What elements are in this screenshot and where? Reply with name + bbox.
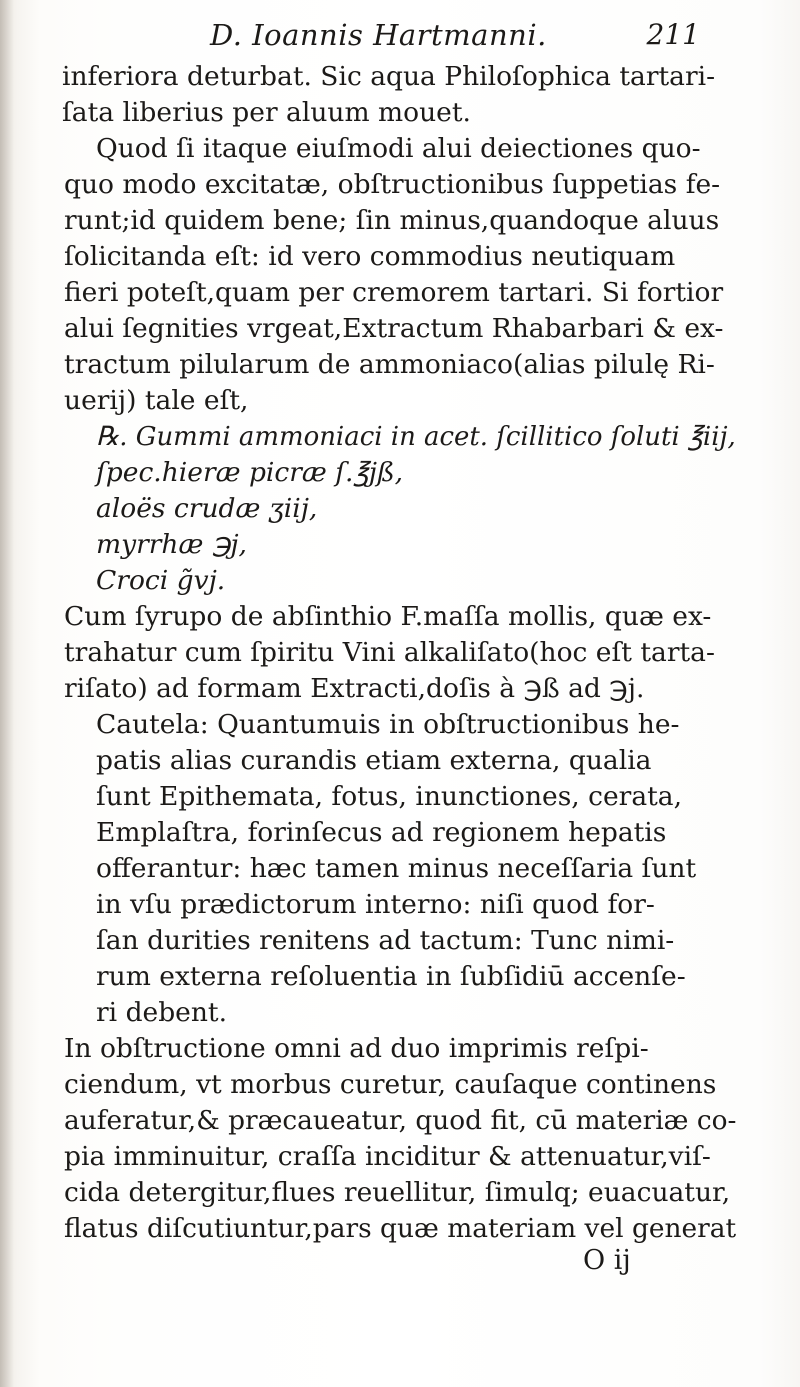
page-number: 211: [646, 18, 700, 51]
text-line: quo modo excitatæ, obſtructionibus ſuppetias fe-: [64, 169, 721, 200]
text-line: patis alias curandis etiam externa, qualia: [96, 745, 652, 776]
prescription-line: ſpec.hieræ picræ ſ.℥jß,: [96, 457, 404, 488]
text-line: rum externa reſoluentia in ſubſidiū accenſe-: [96, 961, 686, 992]
text-line: auferatur,& præcaueatur, quod fit, cū materiæ co-: [64, 1105, 737, 1136]
text-line: flatus diſcutiuntur,pars quæ materiam vel generat: [64, 1213, 737, 1244]
text-line: ſunt Epithemata, fotus, inunctiones, cerata,: [96, 781, 683, 812]
page-header: [210, 8, 700, 58]
running-head: D. Ioannis Hartmanni.: [210, 18, 547, 52]
text-line: In obſtructione omni ad duo imprimis reſpi-: [64, 1033, 649, 1064]
text-line: ciendum, vt morbus curetur, cauſaque continens: [64, 1069, 717, 1100]
text-line: uerij) tale eſt,: [64, 385, 249, 416]
prescription-line: Croci g̃vj.: [96, 565, 226, 596]
text-line: in vſu prædictorum interno: niſi quod for-: [96, 889, 655, 920]
text-line: Cautela: Quantumuis in obſtructionibus he-: [96, 709, 680, 740]
text-line: Cum ſyrupo de abſinthio F.maſſa mollis, quæ ex-: [64, 601, 712, 632]
text-line: ſan durities renitens ad tactum: Tunc nimi-: [96, 925, 675, 956]
text-line: trahatur cum ſpiritu Vini alkaliſato(hoc eſt tarta-: [64, 637, 715, 668]
text-line: Emplaſtra, forinſecus ad regionem hepatis: [96, 817, 667, 848]
text-line: pia imminuitur, craſſa inciditur & attenuatur,viſ-: [64, 1141, 711, 1172]
prescription-line: ℞. Gummi ammoniaci in acet. ſcillitico ſoluti ℥iij,: [96, 421, 736, 452]
text-line: cida detergitur,flues reuellitur, ſimulq; euacuatur,: [64, 1177, 731, 1208]
text-line: riſato) ad formam Extracti,doſis à ℈ß ad ℈j.: [64, 673, 645, 704]
text-line: inferiora deturbat. Sic aqua Philoſophica tartari-: [62, 61, 716, 92]
prescription-line: myrrhæ ℈j,: [96, 529, 247, 560]
text-line: runt;id quidem bene; ſin minus,quandoque aluus: [64, 205, 720, 236]
text-line: ſolicitanda eſt: id vero commodius neutiquam: [64, 241, 676, 272]
gutter-shadow: [0, 0, 14, 1387]
text-line: fieri poteſt,quam per cremorem tartari. Si fortior: [64, 277, 724, 308]
prescription-line: aloës crudæ ʒiij,: [96, 493, 318, 524]
text-line: tractum pilularum de ammoniaco(alias pilulę Ri-: [64, 349, 715, 380]
signature-mark: O ij: [583, 1245, 631, 1276]
text-line: ſata liberius per aluum mouet.: [62, 97, 471, 128]
text-line: offerantur: hæc tamen minus neceſſaria ſunt: [96, 853, 697, 884]
text-line: ri debent.: [96, 997, 227, 1028]
text-line: alui ſegnities vrgeat,Extractum Rhabarbari & ex-: [64, 313, 724, 344]
text-line: Quod ſi itaque eiuſmodi alui deiectiones quo-: [96, 133, 701, 164]
